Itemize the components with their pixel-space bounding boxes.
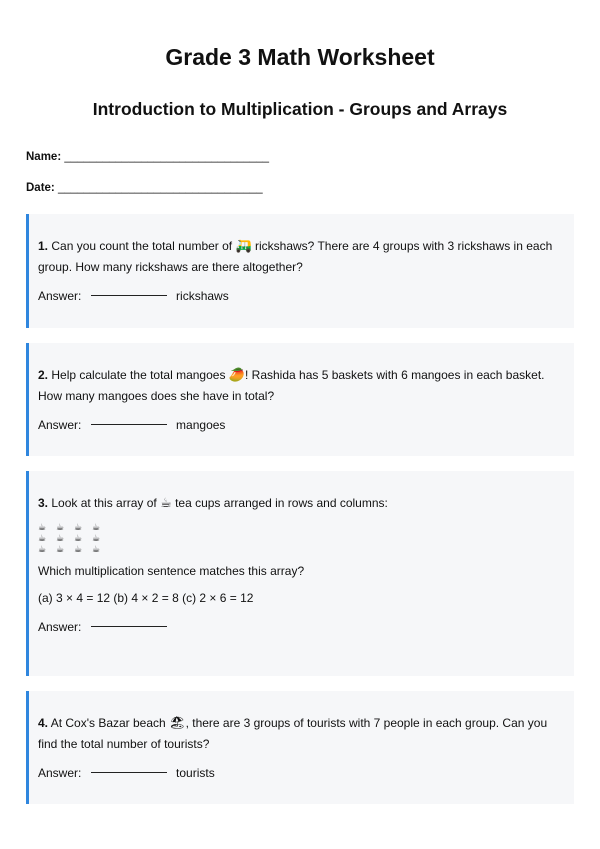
tea-cup-icon: ☕ (74, 544, 83, 554)
array-row (38, 522, 564, 533)
answer-row (38, 617, 564, 638)
tea-cup-icon: ☕ (74, 533, 83, 543)
date-label: Date: (26, 182, 55, 194)
worksheet-title: Grade 3 Math Worksheet (165, 44, 435, 70)
question-number: 2. (38, 368, 49, 382)
array-row (38, 544, 564, 555)
answer-unit: tourists (176, 766, 215, 780)
date-field[interactable] (26, 182, 263, 194)
tea-cup-icon: ☕ (56, 544, 65, 554)
tea-cup-icon: ☕ (38, 533, 47, 543)
answer-row (38, 763, 564, 784)
array-row (38, 533, 564, 544)
question-number: 3. (38, 496, 49, 510)
answer-label: Answer: (38, 418, 82, 432)
answer-blank[interactable] (91, 295, 167, 296)
mango-icon: 🥭 (228, 368, 245, 383)
array-prompt: Which multiplication sentence matches this array? (38, 564, 305, 578)
answer-options: (a) 3 × 4 = 12 (b) 4 × 2 = 8 (c) 2 × 6 = 12 (38, 591, 254, 605)
answer-unit: rickshaws (176, 289, 229, 303)
answer-blank[interactable] (91, 626, 167, 627)
answer-unit: mangoes (176, 418, 226, 432)
rickshaw-icon: 🛺 (235, 239, 252, 254)
date-line[interactable]: ________________________________ (57, 182, 263, 194)
name-line[interactable]: ________________________________ (64, 151, 270, 163)
tea-cup-icon: ☕ (160, 496, 172, 511)
name-field[interactable] (26, 151, 269, 163)
tea-cup-icon: ☕ (56, 522, 65, 532)
answer-row (38, 415, 564, 436)
question-text: 4. At Cox's Bazar beach 🏖, there are 3 groups of tourists with 7 people in each group. Can you find the total number of tourists? (38, 716, 548, 751)
tea-cup-icon: ☕ (92, 544, 101, 554)
question-card-2 (26, 343, 574, 456)
answer-label: Answer: (38, 620, 82, 634)
answer-label: Answer: (38, 766, 82, 780)
question-text: 1. Can you count the total number of 🛺 rickshaws? There are 4 groups with 3 rickshaws in each group. How many rickshaws are there altogether? (38, 239, 553, 274)
question-text: 2. Help calculate the total mangoes 🥭! Rashida has 5 baskets with 6 mangoes in each basket. How many mangoes does she have in total? (38, 368, 545, 403)
tea-cup-icon: ☕ (56, 533, 65, 543)
worksheet-subtitle: Introduction to Multiplication - Groups and Arrays (92, 99, 508, 119)
tea-cup-icon: ☕ (38, 522, 47, 532)
tea-cup-icon: ☕ (74, 522, 83, 532)
tea-cup-icon: ☕ (38, 544, 47, 554)
answer-blank[interactable] (91, 772, 167, 773)
beach-umbrella-icon: 🏖 (169, 716, 186, 731)
answer-label: Answer: (38, 289, 82, 303)
answer-row (38, 286, 564, 307)
question-text: 3. Look at this array of ☕ tea cups arranged in rows and columns: (38, 496, 388, 511)
tea-cup-icon: ☕ (92, 533, 101, 543)
question-card-3 (26, 471, 574, 676)
tea-cup-icon: ☕ (92, 522, 101, 532)
question-number: 1. (38, 239, 49, 253)
answer-blank[interactable] (91, 424, 167, 425)
question-card-1 (26, 214, 574, 328)
question-card-4 (26, 691, 574, 804)
name-label: Name: (26, 151, 62, 163)
question-number: 4. (38, 716, 49, 730)
tea-cup-array (38, 522, 564, 555)
